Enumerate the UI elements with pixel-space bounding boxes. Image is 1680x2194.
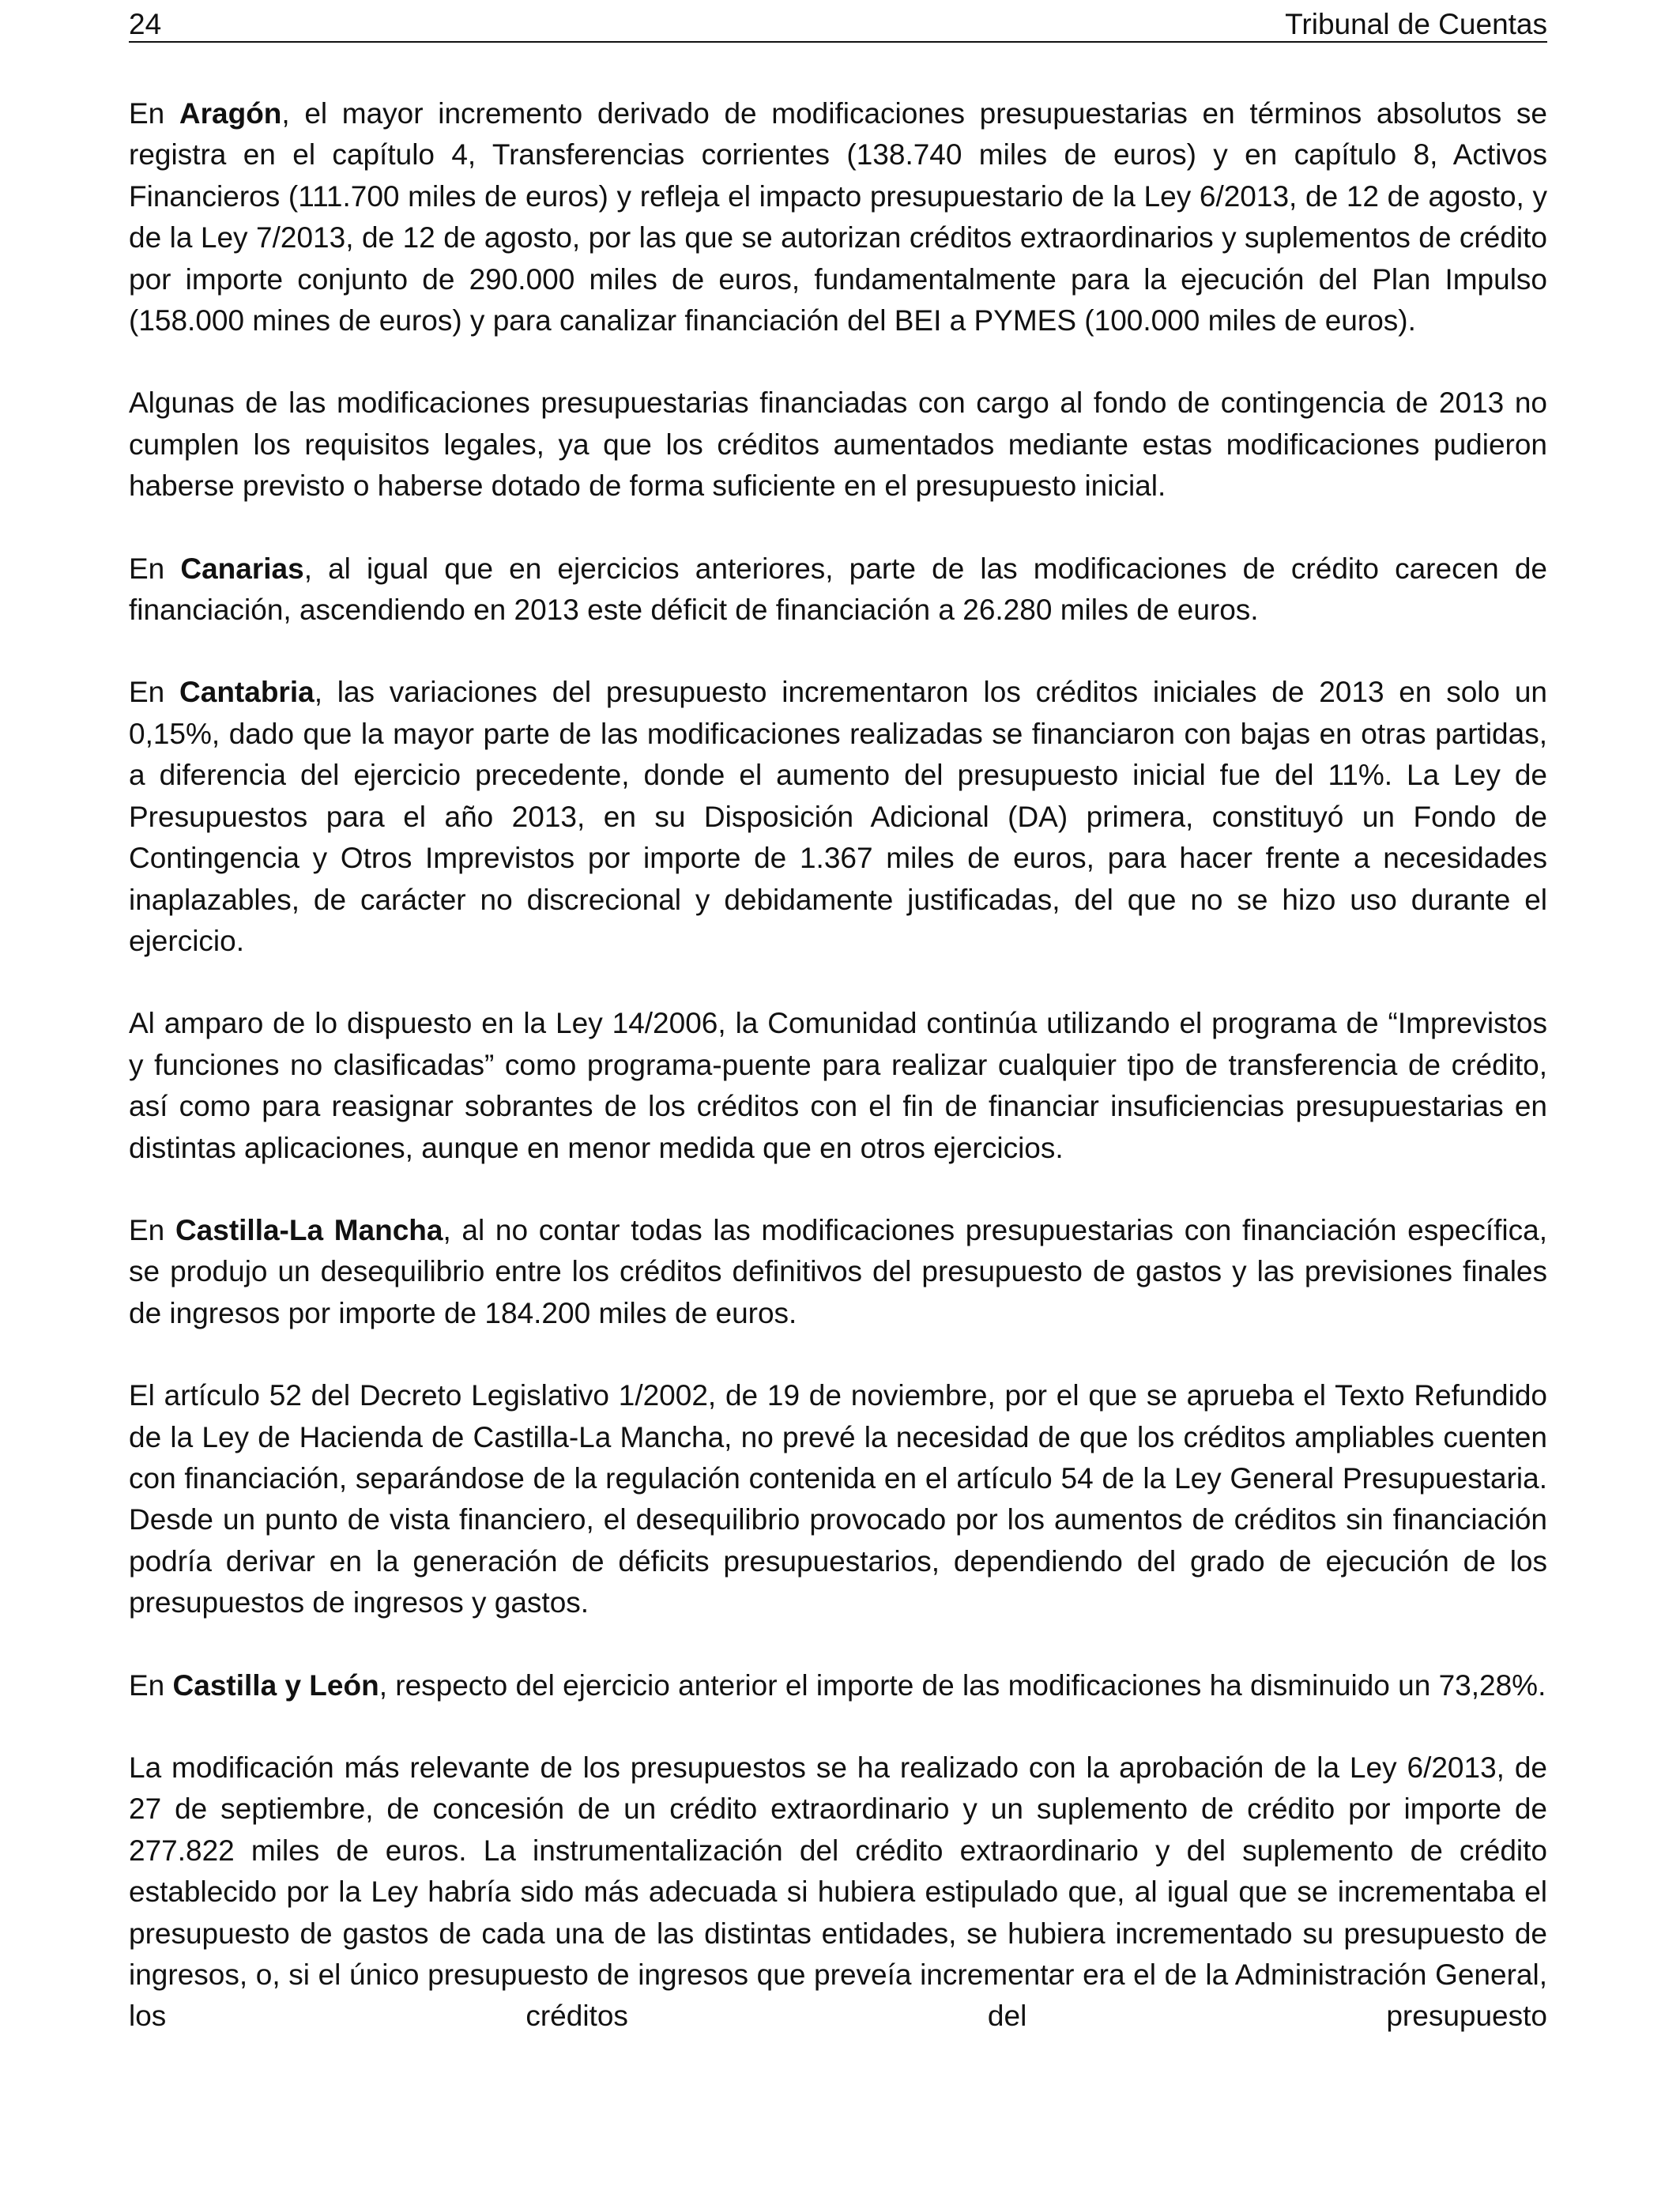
region-name-canarias: Canarias [180,552,304,585]
region-name-castilla-y-leon: Castilla y León [172,1668,379,1702]
paragraph-ley-6-2013 [129,1747,1547,2038]
paragraph-canarias [129,548,1547,631]
paragraph-text: , al no contar todas las modificaciones presupuestarias con financiación específica, se produjo un desequilibrio entre los créditos definitivos del presupuesto de gastos y las previsiones finales de ingresos por importe de 184.200 miles de euros. [129,1213,1547,1329]
paragraph-text: El artículo 52 del Decreto Legislativo 1/2002, de 19 de noviembre, por el que se aprueba el Texto Refundido de la Ley de Hacienda de Castilla-La Mancha, no prevé la necesidad de que los créditos ampliables cuenten con financiación, separándose de la regulación contenida en el artículo 54 de la Ley General Presupuestaria. Desde un punto de vista financiero, el desequilibrio provocado por los aumentos de créditos sin financiación podría derivar en la generación de déficits presupuestarios, dependiendo del grado de ejecución de los presupuestos de ingresos y gastos. [129,1379,1547,1619]
paragraph-prefix: En [129,676,180,709]
paragraph-text: Algunas de las modificaciones presupuestarias financiadas con cargo al fondo de contingencia de 2013 no cumplen los requisitos legales, ya que los créditos aumentados mediante estas modificaciones pudieron haberse previsto o haberse dotado de forma suficiente en el presupuesto inicial. [129,386,1547,503]
paragraph-text: Al amparo de lo dispuesto en la Ley 14/2006, la Comunidad continúa utilizando el programa de “Imprevistos y funciones no clasificadas” como programa-puente para realizar cualquier tipo de transferencia de crédito, así como para reasignar sobrantes de los créditos con el fin de financiar insuficiencias presupuestarias en distintas aplicaciones, aunque en menor medida que en otros ejercicios. [129,1007,1547,1164]
paragraph-prefix: En [129,1213,175,1246]
paragraph-aragon [129,93,1547,341]
paragraph-prefix: En [129,1668,173,1702]
region-name-castilla-la-mancha: Castilla-La Mancha [175,1213,443,1246]
paragraph-castilla-y-leon [129,1665,1547,1706]
paragraph-text: , respecto del ejercicio anterior el importe de las modificaciones ha disminuido un 73,28%. [379,1668,1546,1702]
region-name-aragon: Aragón [179,97,282,130]
paragraph-prefix: En [129,97,179,130]
paragraph-text: , el mayor incremento derivado de modificaciones presupuestarias en términos absolutos se registra en el capítulo 4, Transferencias corrientes (138.740 miles de euros) y en capítulo 8, Activos Financieros (111.700 miles de euros) y refleja el impacto presupuestario de la Ley 6/2013, de 12 de agosto, y de la Ley 7/2013, de 12 de agosto, por las que se autorizan créditos extraordinarios y suplementos de crédito por importe conjunto de 290.000 miles de euros, fundamentalmente para la ejecución del Plan Impulso (158.000 mines de euros) y para canalizar financiación del BEI a PYMES (100.000 miles de euros). [129,97,1547,337]
paragraph-text: , al igual que en ejercicios anteriores, parte de las modificaciones de crédito carecen de financiación, ascendiendo en 2013 este déficit de financiación a 26.280 miles de euros. [129,552,1547,627]
paragraph-prefix: En [129,552,181,585]
paragraph-castilla-la-mancha [129,1210,1547,1334]
paragraph-articulo-52 [129,1375,1547,1623]
paragraph-ley-14-2006 [129,1003,1547,1169]
paragraph-text: , las variaciones del presupuesto incrementaron los créditos iniciales de 2013 en solo un 0,15%, dado que la mayor parte de las modificaciones realizadas se financiaron con bajas en otras partidas, a diferencia del ejercicio precedente, donde el aumento del presupuesto inicial fue del 11%. La Ley de Presupuestos para el año 2013, en su Disposición Adicional (DA) primera, constituyó un Fondo de Contingencia y Otros Imprevistos por importe de 1.367 miles de euros, para hacer frente a necesidades inaplazables, de carácter no discrecional y debidamente justificadas, del que no se hizo uso durante el ejercicio. [129,676,1547,957]
page-header [129,8,1547,43]
paragraph-text: La modificación más relevante de los presupuestos se ha realizado con la aprobación de la Ley 6/2013, de 27 de septiembre, de concesión de un crédito extraordinario y un suplemento de crédito por importe de 277.822 miles de euros. La instrumentalización del crédito extraordinario y del suplemento de crédito establecido por la Ley habría sido más adecuada si hubiera estipulado que, al igual que se incrementaba el presupuesto de gastos de cada una de las distintas entidades, se hubiera incrementado su presupuesto de ingresos, o, si el único presupuesto de ingresos que preveía incrementar era el de la Administración General, los créditos del presupuesto [129,1751,1547,2033]
paragraph-cantabria [129,672,1547,962]
page-number: 24 [129,8,162,40]
body-text [129,93,1547,2038]
region-name-cantabria: Cantabria [179,676,315,709]
paragraph-fondo-contingencia [129,383,1547,507]
running-title: Tribunal de Cuentas [1285,8,1547,40]
